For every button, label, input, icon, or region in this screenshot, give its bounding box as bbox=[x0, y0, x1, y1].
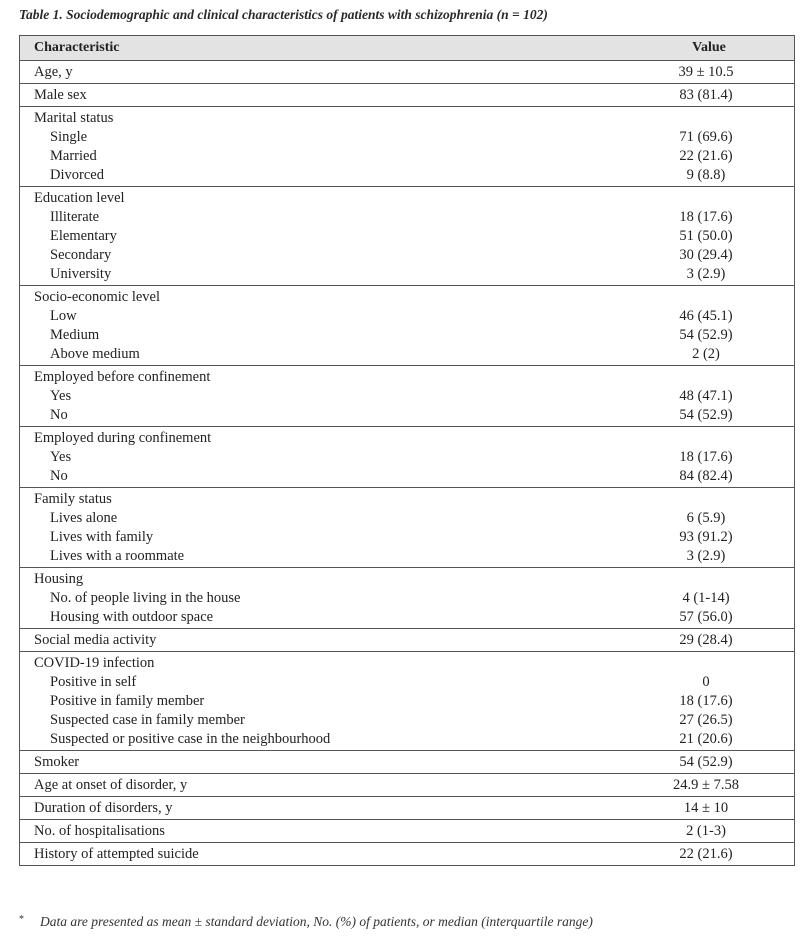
table-row bbox=[20, 128, 794, 147]
table-row bbox=[20, 448, 794, 467]
row-value: 14 ± 10 bbox=[683, 800, 729, 816]
footnote-marker: * bbox=[19, 914, 24, 925]
table-row bbox=[20, 63, 794, 82]
row-value: 18 (17.6) bbox=[679, 693, 733, 709]
row-value: 57 (56.0) bbox=[679, 609, 733, 625]
row-label: No bbox=[50, 407, 68, 423]
row-label: Yes bbox=[50, 449, 72, 465]
table-body bbox=[20, 61, 794, 865]
row-label: Family status bbox=[34, 491, 112, 507]
table-row bbox=[20, 845, 794, 864]
row-label: Employed before confinement bbox=[34, 369, 211, 385]
table-row bbox=[20, 265, 794, 284]
row-value: 51 (50.0) bbox=[679, 228, 733, 244]
table-caption: Table 1. Sociodemographic and clinical characteristics of patients with schizophrenia (n = 102) bbox=[19, 7, 548, 22]
row-label: Suspected or positive case in the neighbourhood bbox=[50, 731, 331, 747]
row-label: Illiterate bbox=[50, 209, 100, 225]
table-row bbox=[20, 406, 794, 425]
row-label: Housing with outdoor space bbox=[50, 609, 214, 625]
row-value: 71 (69.6) bbox=[679, 129, 733, 145]
table-row bbox=[20, 692, 794, 711]
footnote-text: Data are presented as mean ± standard deviation, No. (%) of patients, or median (interquartile range) bbox=[40, 914, 593, 929]
row-label: No. of hospitalisations bbox=[34, 823, 165, 839]
row-group bbox=[20, 568, 794, 629]
row-label: Age, y bbox=[34, 64, 73, 80]
row-value: 22 (21.6) bbox=[679, 148, 733, 164]
row-label: Above medium bbox=[50, 346, 140, 362]
row-label: Married bbox=[50, 148, 97, 164]
row-value: 29 (28.4) bbox=[679, 632, 733, 648]
table-row bbox=[20, 387, 794, 406]
table-row bbox=[20, 776, 794, 795]
row-label: Positive in family member bbox=[50, 693, 205, 709]
row-label: History of attempted suicide bbox=[34, 846, 199, 862]
row-value: 27 (26.5) bbox=[679, 712, 733, 728]
row-group bbox=[20, 774, 794, 797]
row-value: 48 (47.1) bbox=[679, 388, 733, 404]
row-label: Marital status bbox=[34, 110, 114, 126]
table-row bbox=[20, 166, 794, 185]
row-label: Medium bbox=[50, 327, 100, 343]
row-value: 83 (81.4) bbox=[679, 87, 733, 103]
table-row bbox=[20, 490, 794, 509]
table-row bbox=[20, 753, 794, 772]
row-label: Divorced bbox=[50, 167, 104, 183]
row-label: University bbox=[50, 266, 112, 282]
row-value: 9 (8.8) bbox=[686, 167, 726, 183]
row-label: No bbox=[50, 468, 68, 484]
table-header bbox=[20, 36, 794, 61]
row-label: Duration of disorders, y bbox=[34, 800, 173, 816]
row-value: 18 (17.6) bbox=[679, 449, 733, 465]
table-row bbox=[20, 345, 794, 364]
row-group bbox=[20, 488, 794, 568]
table-row bbox=[20, 147, 794, 166]
table-row bbox=[20, 673, 794, 692]
table-row bbox=[20, 86, 794, 105]
row-label: Social media activity bbox=[34, 632, 157, 648]
table-row bbox=[20, 528, 794, 547]
row-group bbox=[20, 427, 794, 488]
row-label: Age at onset of disorder, y bbox=[34, 777, 188, 793]
row-group bbox=[20, 84, 794, 107]
characteristics-table bbox=[19, 35, 795, 866]
row-value: 46 (45.1) bbox=[679, 308, 733, 324]
row-group bbox=[20, 797, 794, 820]
row-group bbox=[20, 843, 794, 865]
table-row bbox=[20, 467, 794, 486]
row-value: 2 (1-3) bbox=[686, 823, 726, 839]
row-label: Secondary bbox=[50, 247, 112, 263]
row-value: 0 bbox=[702, 674, 710, 690]
row-group bbox=[20, 629, 794, 652]
row-label: Lives with family bbox=[50, 529, 154, 545]
table-row bbox=[20, 547, 794, 566]
header-value: Value bbox=[692, 40, 726, 55]
row-value: 22 (21.6) bbox=[679, 846, 733, 862]
row-value: 54 (52.9) bbox=[679, 407, 733, 423]
row-group bbox=[20, 187, 794, 286]
row-value: 54 (52.9) bbox=[679, 327, 733, 343]
row-value: 54 (52.9) bbox=[679, 754, 733, 770]
row-value: 24.9 ± 7.58 bbox=[673, 777, 739, 793]
row-label: COVID-19 infection bbox=[34, 655, 155, 671]
table-row bbox=[20, 711, 794, 730]
row-group bbox=[20, 61, 794, 84]
table-row bbox=[20, 509, 794, 528]
row-label: Lives with a roommate bbox=[50, 548, 185, 564]
row-label: No. of people living in the house bbox=[50, 590, 241, 606]
table-row bbox=[20, 326, 794, 345]
row-value: 2 (2) bbox=[692, 346, 720, 362]
table-row bbox=[20, 429, 794, 448]
row-value: 4 (1-14) bbox=[682, 590, 730, 606]
row-label: Employed during confinement bbox=[34, 430, 212, 446]
table-row bbox=[20, 570, 794, 589]
row-label: Male sex bbox=[34, 87, 87, 103]
table-row bbox=[20, 799, 794, 818]
table-row bbox=[20, 227, 794, 246]
row-label: Housing bbox=[34, 571, 84, 587]
row-label: Yes bbox=[50, 388, 72, 404]
table-row bbox=[20, 608, 794, 627]
row-group bbox=[20, 751, 794, 774]
row-group bbox=[20, 652, 794, 751]
row-value: 3 (2.9) bbox=[686, 548, 726, 564]
row-value: 30 (29.4) bbox=[679, 247, 733, 263]
row-value: 18 (17.6) bbox=[679, 209, 733, 225]
row-label: Elementary bbox=[50, 228, 117, 244]
table-row bbox=[20, 208, 794, 227]
table-row bbox=[20, 109, 794, 128]
row-group bbox=[20, 107, 794, 187]
row-value: 6 (5.9) bbox=[686, 510, 726, 526]
row-group bbox=[20, 366, 794, 427]
row-label: Single bbox=[50, 129, 88, 145]
row-label: Education level bbox=[34, 190, 125, 206]
row-label: Suspected case in family member bbox=[50, 712, 245, 728]
table-row bbox=[20, 631, 794, 650]
table-row bbox=[20, 589, 794, 608]
table-row bbox=[20, 822, 794, 841]
table-row bbox=[20, 246, 794, 265]
row-label: Positive in self bbox=[50, 674, 137, 690]
row-value: 3 (2.9) bbox=[686, 266, 726, 282]
header-characteristic: Characteristic bbox=[34, 40, 120, 55]
row-group bbox=[20, 286, 794, 366]
row-label: Low bbox=[50, 308, 77, 324]
row-value: 84 (82.4) bbox=[679, 468, 733, 484]
table-row bbox=[20, 368, 794, 387]
row-label: Socio-economic level bbox=[34, 289, 161, 305]
table-row bbox=[20, 288, 794, 307]
row-value: 93 (91.2) bbox=[679, 529, 733, 545]
row-label: Smoker bbox=[34, 754, 80, 770]
row-label: Lives alone bbox=[50, 510, 118, 526]
table-row bbox=[20, 654, 794, 673]
row-group bbox=[20, 820, 794, 843]
table-footnote bbox=[19, 914, 593, 930]
table-row bbox=[20, 730, 794, 749]
table-row bbox=[20, 307, 794, 326]
row-value: 39 ± 10.5 bbox=[678, 64, 734, 80]
row-value: 21 (20.6) bbox=[679, 731, 733, 747]
table-row bbox=[20, 189, 794, 208]
